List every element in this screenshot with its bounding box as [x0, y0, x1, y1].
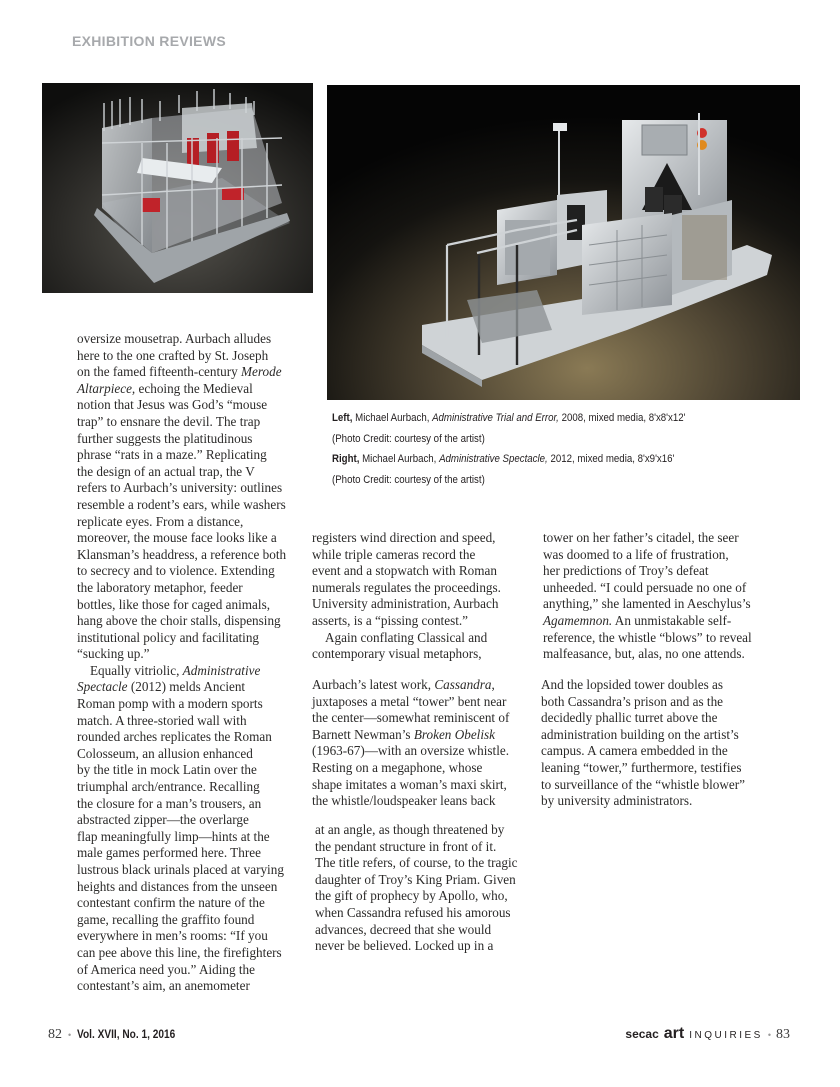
- text-line: the closure for a man’s trousers, an: [77, 795, 262, 811]
- artwork-title: Merode: [241, 364, 282, 380]
- text-line: asserts, is a “pissing contest.”: [312, 612, 469, 628]
- text-line: hang above the choir stalls, dispensing: [77, 613, 281, 629]
- text-line: anything,” she lamented in Aeschylus’s: [543, 596, 751, 612]
- text-line: the design of an actual trap, the V: [77, 463, 255, 479]
- caption-details: 2008, mixed media, 8'x8'x12': [558, 412, 686, 424]
- text-line: when Cassandra refused his amorous: [315, 904, 511, 920]
- separator-bullet: •: [68, 1030, 72, 1040]
- artwork-illustration-left: [42, 83, 313, 293]
- text-line: registers wind direction and speed,: [312, 530, 496, 545]
- text-line: rounded arches replicates the Roman: [77, 729, 272, 745]
- text-line: phrase “rats in a maze.” Replicating: [77, 447, 267, 463]
- text-line: University administration, Aurbach: [312, 596, 499, 612]
- brand-art: art: [663, 1025, 685, 1042]
- text-line: the pendant structure in front of it.: [315, 838, 497, 854]
- text-line: juxtaposes a metal “tower” bent near: [312, 693, 507, 709]
- text-line: male games performed here. Three: [77, 845, 261, 861]
- text-line: here to the one crafted by St. Joseph: [77, 347, 269, 363]
- text-line: abstracted zipper—the overlarge: [77, 812, 249, 828]
- text-line: replicate eyes. From a distance,: [77, 513, 244, 529]
- text-line: [312, 727, 522, 744]
- text-line: contestant confirm the nature of the: [77, 895, 265, 911]
- text-line: heights and distances from the unseen: [77, 878, 278, 894]
- text-run: on the famed fifteenth-century: [77, 364, 242, 380]
- text-line: can pee above this line, the firefighters: [77, 944, 282, 960]
- text-line: was doomed to a life of frustration,: [543, 546, 729, 562]
- caption-artist: Michael Aurbach,: [359, 453, 440, 465]
- text-run: Equally vitriolic,: [90, 662, 183, 678]
- text-line: contestant’s aim, an anemometer: [77, 978, 250, 994]
- text-line: [77, 364, 307, 381]
- text-line: everywhere in men’s rooms: “If you: [77, 928, 268, 944]
- body-column-1: [77, 331, 307, 995]
- artwork-title: Broken Obelisk: [413, 726, 495, 742]
- caption-title: Administrative Spectacle,: [439, 453, 548, 465]
- artwork-title: Administrative: [182, 662, 261, 678]
- text-line: bottles, like those for caged animals,: [77, 596, 270, 612]
- text-line: the laboratory metaphor, feeder: [77, 579, 243, 595]
- text-line: lustrous black urinals placed at varying: [77, 862, 284, 877]
- text-line: [312, 677, 522, 694]
- caption-artist: Michael Aurbach,: [352, 412, 433, 424]
- artwork-photo-right: [327, 85, 800, 400]
- text-line: by the title in mock Latin over the: [77, 762, 257, 778]
- text-line: to secrecy and to violence. Extending: [77, 563, 275, 579]
- text-line: “sucking up.”: [77, 646, 150, 662]
- text-line: The title refers, of course, to the tragic: [315, 855, 518, 871]
- text-line: event and a stopwatch with Roman: [312, 563, 497, 579]
- text-line: the whistle/loudspeaker leans back: [312, 793, 496, 809]
- text-run: Barnett Newman’s: [312, 726, 414, 742]
- text-line: of America need you.” Aiding the: [77, 961, 255, 977]
- text-line: to surveillance of the “whistle blower”: [541, 776, 745, 792]
- text-line: by university administrators.: [541, 793, 693, 809]
- text-run: Aurbach’s latest work,: [312, 677, 435, 692]
- caption-left-line: [332, 408, 685, 429]
- text-line: the center—somewhat reminiscent of: [312, 710, 510, 726]
- body-column-2-top: [312, 530, 522, 663]
- body-column-3-bottom: [541, 677, 771, 810]
- text-line: shape imitates a woman’s maxi skirt,: [312, 776, 507, 792]
- artwork-illustration-right: [327, 85, 800, 400]
- text-line: leaning “tower,” furthermore, testifies: [541, 759, 742, 775]
- text-line: daughter of Troy’s King Priam. Given: [315, 871, 516, 887]
- text-line: decidedly phallic turret above the: [541, 710, 718, 726]
- section-header: EXHIBITION REVIEWS: [72, 33, 226, 49]
- text-line: unheeded. “I could persuade no one of: [543, 579, 747, 595]
- text-run: echoing the Medieval: [135, 380, 253, 396]
- body-column-3-top: [543, 530, 773, 663]
- artwork-title: Spectacle: [77, 679, 128, 695]
- text-line: while triple cameras record the: [312, 546, 476, 562]
- footer-right: [625, 1025, 790, 1043]
- text-line: [77, 663, 307, 680]
- text-line: resemble a rodent’s ears, while washers: [77, 496, 286, 512]
- text-line: numerals regulates the proceedings.: [312, 579, 501, 595]
- text-line: match. A three-storied wall with: [77, 712, 247, 728]
- text-line: never be believed. Locked up in a: [315, 938, 494, 954]
- text-line: reference, the whistle “blows” to reveal: [543, 629, 752, 645]
- artwork-title: Altarpiece,: [77, 380, 136, 396]
- text-line: administration building on the artist’s: [541, 726, 739, 742]
- text-line: [543, 613, 773, 630]
- text-line: both Cassandra’s prison and as the: [541, 693, 724, 709]
- text-line: malfeasance, but, alas, no one attends.: [543, 646, 745, 662]
- text-line: her predictions of Troy’s defeat: [543, 563, 709, 579]
- text-line: notion that Jesus was God’s “mouse: [77, 397, 268, 413]
- text-line: Again conflating Classical and: [325, 629, 488, 645]
- footer-left: [48, 1027, 189, 1043]
- body-column-2-middle: [312, 677, 522, 810]
- page-number-left: 82: [48, 1027, 62, 1042]
- caption-credit: (Photo Credit: courtesy of the artist): [332, 433, 485, 445]
- text-line: institutional policy and facilitating: [77, 629, 260, 645]
- text-line: (1963-67)—with an oversize whistle.: [312, 743, 510, 759]
- text-line: tower on her father’s citadel, the seer: [543, 530, 739, 545]
- caption-details: 2012, mixed media, 8'x9'x16': [547, 453, 675, 465]
- text-line: refers to Aurbach’s university: outlines: [77, 480, 283, 496]
- text-line: triumphal arch/entrance. Recalling: [77, 779, 260, 795]
- text-run: ,: [491, 677, 495, 692]
- text-line: Resting on a megaphone, whose: [312, 759, 483, 775]
- text-line: the gift of prophecy by Apollo, who,: [315, 888, 508, 904]
- text-run: (2012) melds Ancient: [127, 679, 246, 695]
- caption-position: Right,: [332, 453, 360, 465]
- body-column-2-bottom: [315, 822, 525, 955]
- text-line: [77, 381, 307, 398]
- text-line: at an angle, as though threatened by: [315, 822, 505, 837]
- issue-info: Vol. XVII, No. 1, 2016: [77, 1029, 176, 1041]
- text-line: Klansman’s headdress, a reference both: [77, 546, 287, 562]
- caption-credit: (Photo Credit: courtesy of the artist): [332, 474, 485, 486]
- text-line: [77, 679, 307, 696]
- text-line: And the lopsided tower doubles as: [541, 677, 724, 692]
- text-line: oversize mousetrap. Aurbach alludes: [77, 331, 272, 346]
- artwork-title: Cassandra: [434, 677, 492, 692]
- separator-bullet: •: [767, 1030, 771, 1040]
- artwork-title: Agamemnon.: [543, 612, 613, 628]
- text-line: advances, decreed that she would: [315, 921, 492, 937]
- brand-inquiries: INQUIRIES: [689, 1030, 763, 1041]
- text-line: Colosseum, an allusion enhanced: [77, 745, 253, 761]
- caption-right-line: [332, 449, 674, 470]
- caption-position: Left,: [332, 412, 353, 424]
- text-line: trap” to ensnare the devil. The trap: [77, 413, 261, 429]
- text-line: Roman pomp with a modern sports: [77, 696, 263, 712]
- text-line: flap meaningfully limp—hints at the: [77, 828, 270, 844]
- text-run: An unmistakable self-: [612, 612, 732, 628]
- photo-caption-left: [332, 408, 685, 450]
- brand-secac: secac: [625, 1027, 659, 1041]
- text-line: moreover, the mouse face looks like a: [77, 530, 277, 546]
- text-line: further suggests the platitudinous: [77, 430, 253, 446]
- page-number-right: 83: [776, 1027, 790, 1042]
- caption-title: Administrative Trial and Error,: [432, 412, 559, 424]
- text-line: contemporary visual metaphors,: [312, 646, 482, 662]
- text-line: campus. A camera embedded in the: [541, 743, 728, 759]
- artwork-photo-left: [42, 83, 313, 293]
- text-line: game, recalling the graffito found: [77, 911, 255, 927]
- photo-caption-right: [332, 449, 674, 491]
